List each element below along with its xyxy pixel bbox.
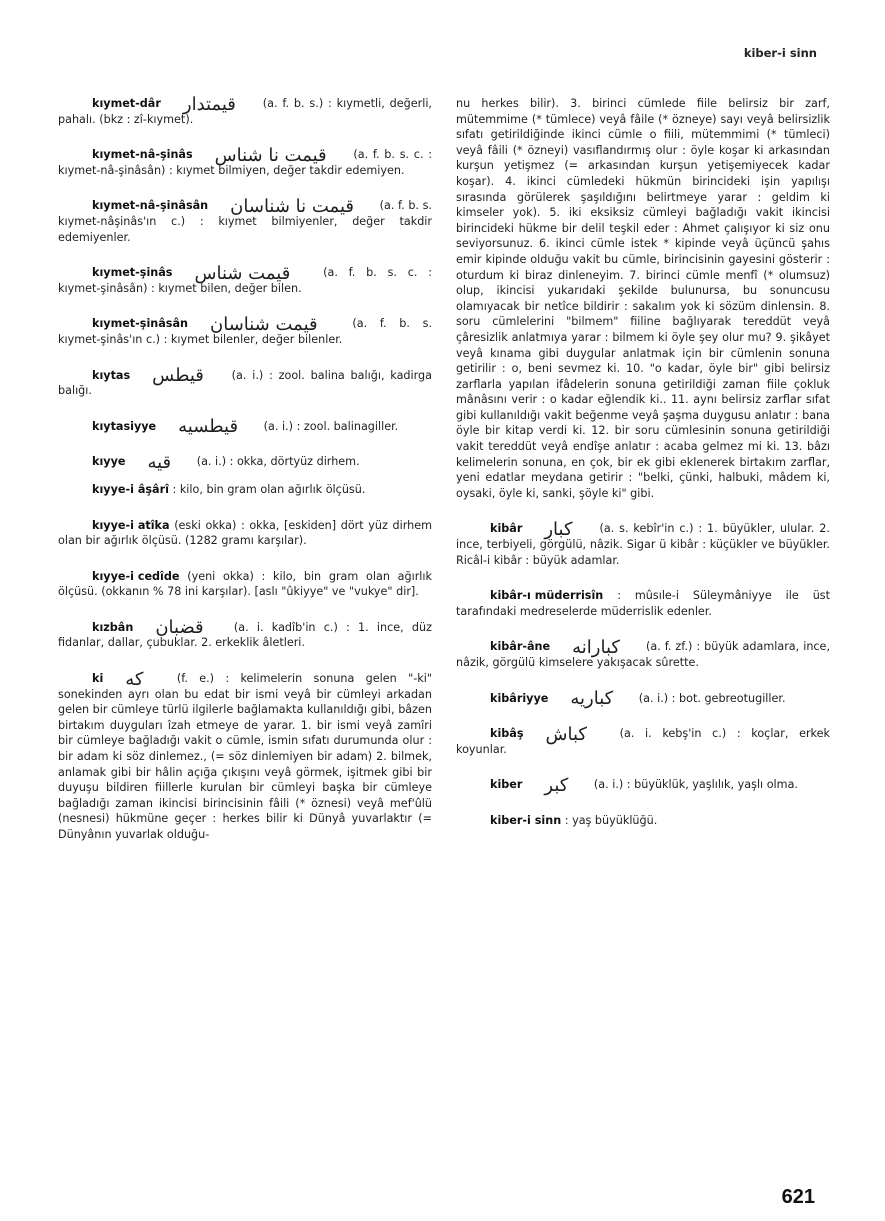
page-number: 621: [781, 1186, 815, 1208]
definition: (a. f. b. s. c. : kıymet-şinâsân) : kıymet bilen, değer bilen.: [58, 266, 432, 295]
dict-entry: [58, 313, 433, 347]
definition: (a. i.) : bot. gebreotugiller.: [638, 691, 786, 705]
definition: : kilo, bin gram olan ağırlık ölçüsü.: [172, 482, 366, 496]
definition: (a. f. b. s. kıymet-şinâs'ın c.) : kıymet bilenler, değer bilenler.: [58, 317, 433, 346]
headword: kıyye-i cedîde: [92, 569, 180, 583]
headword: kıyye-i âşârî: [92, 482, 169, 496]
headword: kıyye-i atîka: [92, 518, 170, 532]
definition: : yaş büyüklüğü.: [564, 813, 658, 827]
arabic-script: كبار: [544, 518, 573, 540]
arabic-script: قيمت شناس: [194, 262, 291, 284]
headword: kiber-i sinn: [490, 813, 562, 827]
headword: kıytas: [92, 368, 131, 382]
definition: (a. i. kebş'in c.) : koçlar, erkek koyunlar.: [456, 727, 830, 756]
headword: kızbân: [92, 620, 134, 634]
arabic-script: قضبان: [155, 617, 204, 639]
arabic-script: قيمت نا شناس: [214, 144, 327, 166]
arabic-script: قيطسيه: [178, 416, 239, 438]
dict-entry: [58, 416, 432, 438]
dict-subentry: [58, 569, 432, 600]
headword: kibâr-âne: [490, 640, 551, 654]
definition: (a. s. kebîr'in c.) : 1. büyükler, ulular. 2. ince, terbiyeli, görgülü, nâzik. Sigar ü kibâr : küçükler ve büyükler. Ricâl-i kibâr : büyük adamlar.: [456, 522, 830, 567]
definition: (a. i.) : zool. balinagiller.: [263, 419, 399, 433]
headword: kibâr-ı müderrisîn: [490, 589, 604, 603]
definition: (a. i.) : okka, dörtyüz dirhem.: [196, 455, 360, 469]
headword: kibâr: [490, 522, 523, 536]
dict-entry: [456, 774, 830, 796]
dict-entry: [456, 723, 830, 757]
definition: (yeni okka) : kilo, bin gram olan ağırlık ölçüsü. (okkanın % 78 ini karşılar). [aslı "ûkiyye" ve "vukye" dir].: [58, 569, 432, 599]
definition: (a. f. b. s. c. : kıymet-nâ-şinâsân) : kıymet bilmiyen, değer takdir edemiyen.: [58, 148, 432, 177]
definition: (a. f. b. s. kıymet-nâşinâs'ın c.) : kıymet bilmiyenler, değer takdir edemiyenler.: [58, 199, 432, 244]
dict-entry: [456, 688, 830, 710]
dict-entry: [58, 365, 432, 399]
arabic-script: كه: [125, 668, 144, 690]
definition: (a. i. kadîb'in c.) : 1. ince, düz fidanlar, dallar, çubuklar. 2. erkeklik âletleri.: [58, 620, 432, 650]
headword: kiber: [490, 778, 523, 792]
dict-entry: [58, 668, 432, 843]
dict-subentry: [58, 518, 432, 549]
headword: kıymet-nâ-şinâsân: [92, 199, 209, 213]
dict-entry-continuation: [456, 96, 830, 501]
dict-entry: [58, 93, 432, 127]
dict-subentry: [58, 482, 432, 498]
running-head: kiber-i sinn: [743, 46, 817, 60]
definition: (f. e.) : kelimelerin sonuna gelen "-ki" sonekinden ayrı olan bu edat bir ismi veyâ bir cümleyi arkadan gelen bir cümleye türlü ilgilerle bağlamakta kullanıldığı gibi, bâzen birtakım duyguları îzah etmeye de yarar. 1. bir ismi veyâ zamîri bir cümleye bağladığı vakit o cümle, ismin sıfatı durumunda olur : bir adam ki söz dinlemez., (= söz dinlemiyen bir adam) 2. bilmek, anlamak gibi bir hâlin açığa çıkışını veyâ görmek, işitmek gibi bir duyuşu bildiren fiillerle kurulan bir cümleyi başka bir cümleye bağladığı zaman ikincisi birincisinin fâili (* öznesi) veyâ mef'ûlü (nesnesi) hükmüne geçer : herkes bilir ki Dünyâ yuvarlaktır (= Dünyânın yuvarlak olduğu-: [58, 672, 432, 841]
arabic-script: قيه: [147, 451, 172, 473]
arabic-script: قيمتدار: [182, 93, 236, 115]
headword: kıymet-şinâsân: [92, 317, 188, 331]
arabic-script: كبر: [544, 774, 569, 796]
arabic-script: قيطس: [152, 365, 204, 387]
arabic-script: كباش: [545, 723, 587, 745]
dict-entry: [58, 617, 432, 651]
definition: (a. i.) : büyüklük, yaşlılık, yaşlı olma.: [593, 778, 798, 792]
arabic-script: كبارانه: [572, 636, 620, 658]
headword: ki: [92, 672, 104, 686]
dict-entry: [58, 195, 432, 245]
left-column: [58, 93, 433, 863]
dict-entry: [58, 451, 432, 473]
dict-subentry: [456, 588, 830, 619]
right-column: [456, 96, 830, 849]
headword: kıymet-dâr: [92, 97, 161, 110]
definition: nu herkes bilir). 3. birinci cümlede fiile belirsiz bir zarf, mütemmime (* tümlece) veyâ fâile (* özneye) sayı veyâ belirsizlik sıfatı getirildiğinde ikinci cümle o fiili, mütemmimi (* tümleci) veyâ fâili (* özneyi) vasıflandırmış olur : öyle koşar ki arkasından kurşun yetişmez (= arkasından kurşun yetişemiyecek kadar koşar). 4. ikinci cümledeki hükmün birincideki işin yapılışı sırasında görülerek şaşıldığını belirtmeye yarar : geldim ki kimseler yok). 5. iki eksiksiz cümleyi bağladığı vakit ikincisi birincideki hükme bir delil teşkil eder : Ahmet çalışıyor ki siz onu seviyorsunuz. 6. ikinci cümle istek * kipinde veyâ üçüncü şahıs emir kipinde olduğu vakit bu cümle, birincisinin gayesini gösterir : oturdum ki biraz dinleneyim. 7. birinci cümle menfî (* olumsuz) olup, ikincisi yukarıdaki şekilde bulunursa, bu sonuncusu olamıyacak bir netîce bildirir : sakalım yok ki sözüm dinlensin. 8. soru cümlelerini "bilmem" fiiline bağlıyarak tereddüt veyâ çâresizlik anlatmıya yarar : bilmem ki öyle şey olur mu? 9. şikâyet veyâ kınama gibi duygular anlatmak için bir cümlenin sonuna getirilir : o, beni sevmez ki. 10. "o kadar, öyle bir" gibi belirsiz zarflarla yapılan ifâdelerin sonuna getirildiği zaman fiile çokluk mânâsını verir : o kadar eğlendik ki.. 11. aynı belirsiz zarflar sıfat gibi kullanıldığı vakit beğenme veyâ şaşma duygusu anlatır : bana öyle bir kitap verdi ki. 12. bir soru cümlesinin sonuna getirildiği vakit tereddüt veyâ endîşe anlatır : acaba gelmez mi ki. 13. bâzı kelimelerin sonuna, en çok, bir ek gibi eklenerek birtakım zarflar, yeni edatlar meydana getirir : "belki, çünki, halbuki, mâdem ki, oysaki, öyle ki, sanki, şöyle ki" gibi.: [456, 97, 830, 500]
headword: kibâş: [490, 727, 524, 741]
dict-entry: [58, 144, 432, 178]
dict-subentry: [456, 813, 830, 829]
definition: (a. f. zf.) : büyük adamlara, ince, nâzik, görgülü kimselere yakışacak sûrette.: [456, 640, 830, 669]
arabic-script: قيمت نا شناسان: [230, 195, 354, 217]
dict-entry: [58, 262, 432, 296]
dict-entry: [456, 636, 830, 670]
arabic-script: كباريه: [570, 688, 614, 710]
dict-entry: [456, 518, 830, 568]
definition: (a. f. b. s.) : kıymetli, değerli, pahalı. (bkz : zî-kıymet).: [58, 97, 432, 126]
arabic-script: قيمت شناسان: [209, 313, 318, 335]
definition: (a. i.) : zool. balina balığı, kadirga balığı.: [58, 368, 432, 398]
definition: (eski okka) : okka, [eskiden] dört yüz dirhem olan bir ağırlık ölçüsü. (1282 gramı karşılar).: [58, 518, 432, 548]
headword: kıymet-nâ-şinâs: [92, 148, 193, 162]
headword: kıymet-şinâs: [92, 266, 173, 280]
headword: kıytasiyye: [92, 419, 157, 433]
headword: kibâriyye: [490, 691, 549, 705]
definition: : mûsıle-i Süleymâniyye ile üst tarafındaki medreselerde müderrislik edenler.: [456, 589, 830, 618]
headword: kıyye: [92, 455, 126, 469]
